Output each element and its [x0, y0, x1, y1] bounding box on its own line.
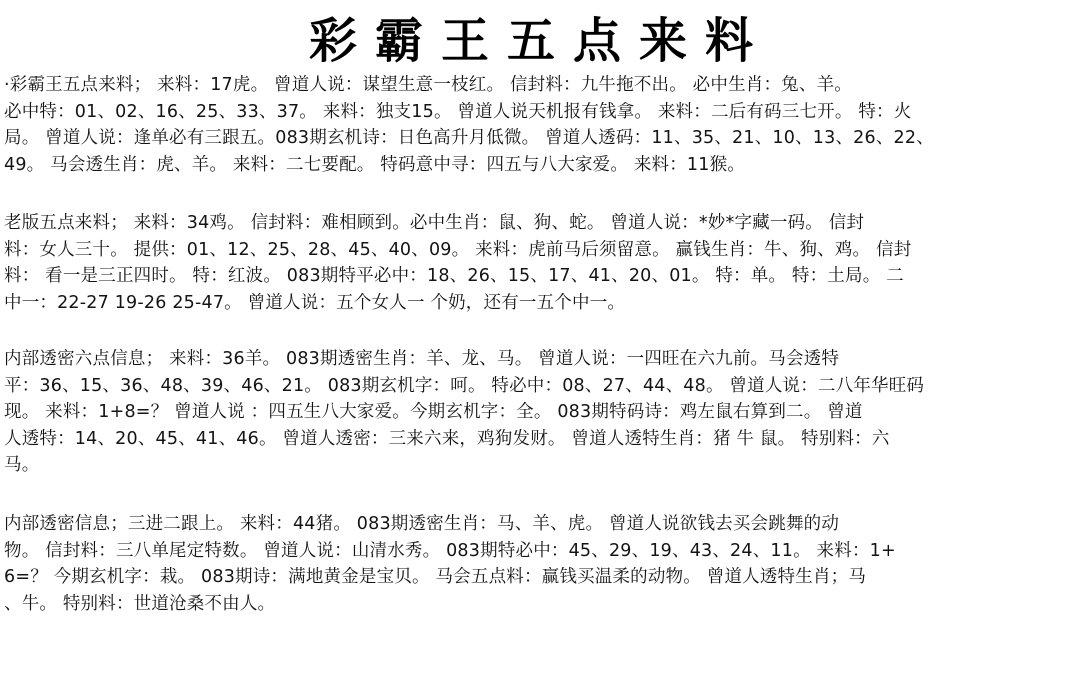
paragraph-internal-six-point — [4, 346, 1072, 479]
text-line: 现。 来料：1+8=？ 曾道人说 ：四五生八大家爱。今期玄机字：全。 083期特码诗：鸡左鼠右算到二。 曾道 — [4, 402, 863, 422]
text-line: 马。 — [4, 455, 40, 475]
text-line: 6=？ 今期玄机字：栽。 083期诗：满地黄金是宝贝。 马会五点料：赢钱买温柔的动物。 曾道人透特生肖；马 — [4, 567, 867, 587]
text-line: 人透特：14、20、45、41、46。 曾道人透密：三来六来，鸡狗发财。 曾道人透特生肖：猪 牛 鼠。 特别料：六 — [4, 428, 890, 449]
paragraph-old-version — [4, 210, 1072, 316]
text-line: 中一：22-27 19-26 25-47。 曾道人说：五个女人一 个奶，还有一五个中一。 — [4, 292, 626, 313]
text-line: ·彩霸王五点来料； 来料：17虎。 曾道人说：谋望生意一枝红。 信封料：九牛拖不出。 必中生肖：兔、羊。 — [4, 75, 852, 95]
text-line: 局。 曾道人说：逢单必有三跟五。083期玄机诗：日色高升月低微。 曾道人透码：11、35、21、10、13、26、22、 — [4, 128, 934, 148]
text-line: 内部透密信息；三进二跟上。 来料：44猪。 083期透密生肖：马、羊、虎。 曾道人说欲钱去买会跳舞的动 — [4, 514, 840, 534]
page-title: 彩霸王五点来料 — [308, 13, 771, 69]
text-line: 料：女人三十。 提供：01、12、25、28、45、40、09。 来料：虎前马后须留意。 赢钱生肖：牛、狗、鸡。 信封 — [4, 239, 912, 260]
text-line: 物。 信封料：三八单尾定特数。 曾道人说：山清水秀。 083期特必中：45、29、19、43、24、11。 来料：1+ — [4, 540, 896, 561]
text-line: 平：36、15、36、48、39、46、21。 083期玄机字：呵。 特必中：08、27、44、48。 曾道人说：二八年华旺码 — [4, 375, 925, 396]
text-line: 老版五点来料； 来料：34鸡。 信封料：难相顾到。必中生肖：鼠、狗、蛇。 曾道人说：*妙*字藏一码。 信封 — [4, 213, 865, 233]
text-line: 料： 看一是三正四时。 特：红波。 083期特平必中：18、26、15、17、41、20、01。 特：单。 特：土局。 二 — [4, 266, 904, 286]
text-line: 内部透密六点信息； 来料：36羊。 083期透密生肖：羊、龙、马。 曾道人说：一四旺在六九前。马会透特 — [4, 349, 840, 369]
text-line: 必中特：01、02、16、25、33、37。 来料：独支15。 曾道人说天机报有钱拿。 来料：二后有码三七开。 特：火 — [4, 101, 912, 122]
paragraph-internal-info — [4, 511, 1072, 617]
text-line: 49。 马会透生肖：虎、羊。 来料：二七要配。 特码意中寻：四五与八大家爱。 来料：11猴。 — [4, 154, 745, 175]
paragraph-five-point-material — [4, 72, 1072, 178]
text-line: 、牛。 特别料：世道沧桑不由人。 — [4, 593, 276, 614]
